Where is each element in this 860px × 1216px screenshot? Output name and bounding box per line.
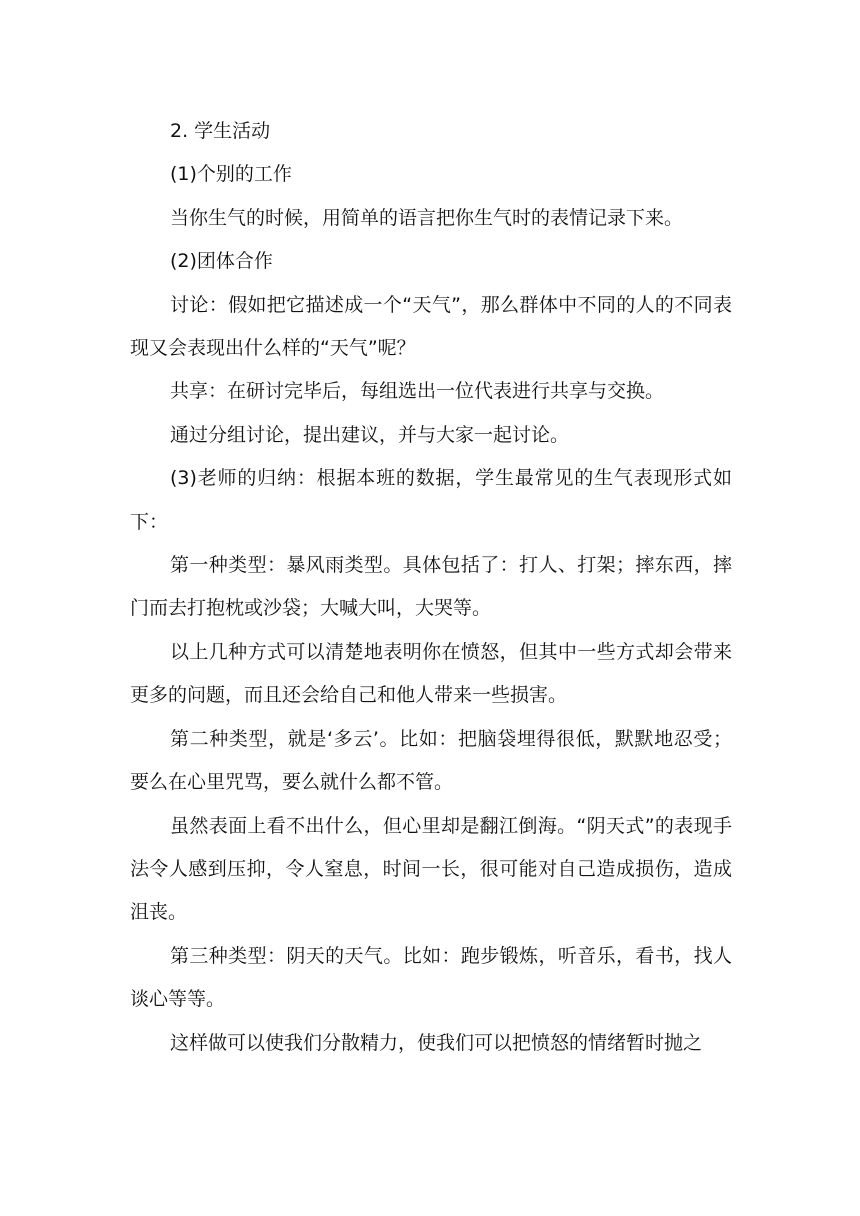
- paragraph: 第三种类型：阴天的天气。比如：跑步锻炼，听音乐，看书，找人谈心等等。: [130, 944, 732, 1011]
- paragraph: 共享：在研讨完毕后，每组选出一位代表进行共享与交换。: [170, 380, 665, 403]
- subsection-heading: (1)个别的工作: [170, 163, 292, 186]
- paragraph: 第一种类型：暴风雨类型。具体包括了：打人、打架；摔东西，摔门而去打抱枕或沙袋；大喊大叫，大哭等。: [130, 554, 732, 620]
- paragraph: 讨论：假如把它描述成一个“天气”，那么群体中不同的人的不同表现又会表现出什么样的“天气”呢？: [130, 293, 732, 360]
- paragraph: 当你生气的时候，用简单的语言把你生气时的表情记录下来。: [170, 206, 684, 229]
- section-heading: 2. 学生活动: [170, 120, 271, 142]
- paragraph: 以上几种方式可以清楚地表明你在愤怒，但其中一些方式却会带来更多的问题，而且还会给自己和他人带来一些损害。: [130, 640, 732, 707]
- document-body: [130, 110, 732, 1065]
- paragraph: 虽然表面上看不出什么，但心里却是翻江倒海。“阴天式”的表现手法令人感到压抑，令人窒息，时间一长，很可能对自己造成损伤，造成沮丧。: [130, 814, 732, 924]
- paragraph: 通过分组讨论，提出建议，并与大家一起讨论。: [170, 423, 570, 446]
- subsection-heading: (3)老师的归纳：根据本班的数据，学生最常见的生气表现形式如下：: [130, 467, 732, 533]
- paragraph: 第二种类型，就是‘多云’。比如：把脑袋埋得很低，默默地忍受；要么在心里咒骂，要么就什么都不管。: [130, 727, 732, 794]
- subsection-heading: (2)团体合作: [170, 250, 273, 273]
- paragraph: 这样做可以使我们分散精力，使我们可以把愤怒的情绪暂时抛之: [170, 1031, 703, 1054]
